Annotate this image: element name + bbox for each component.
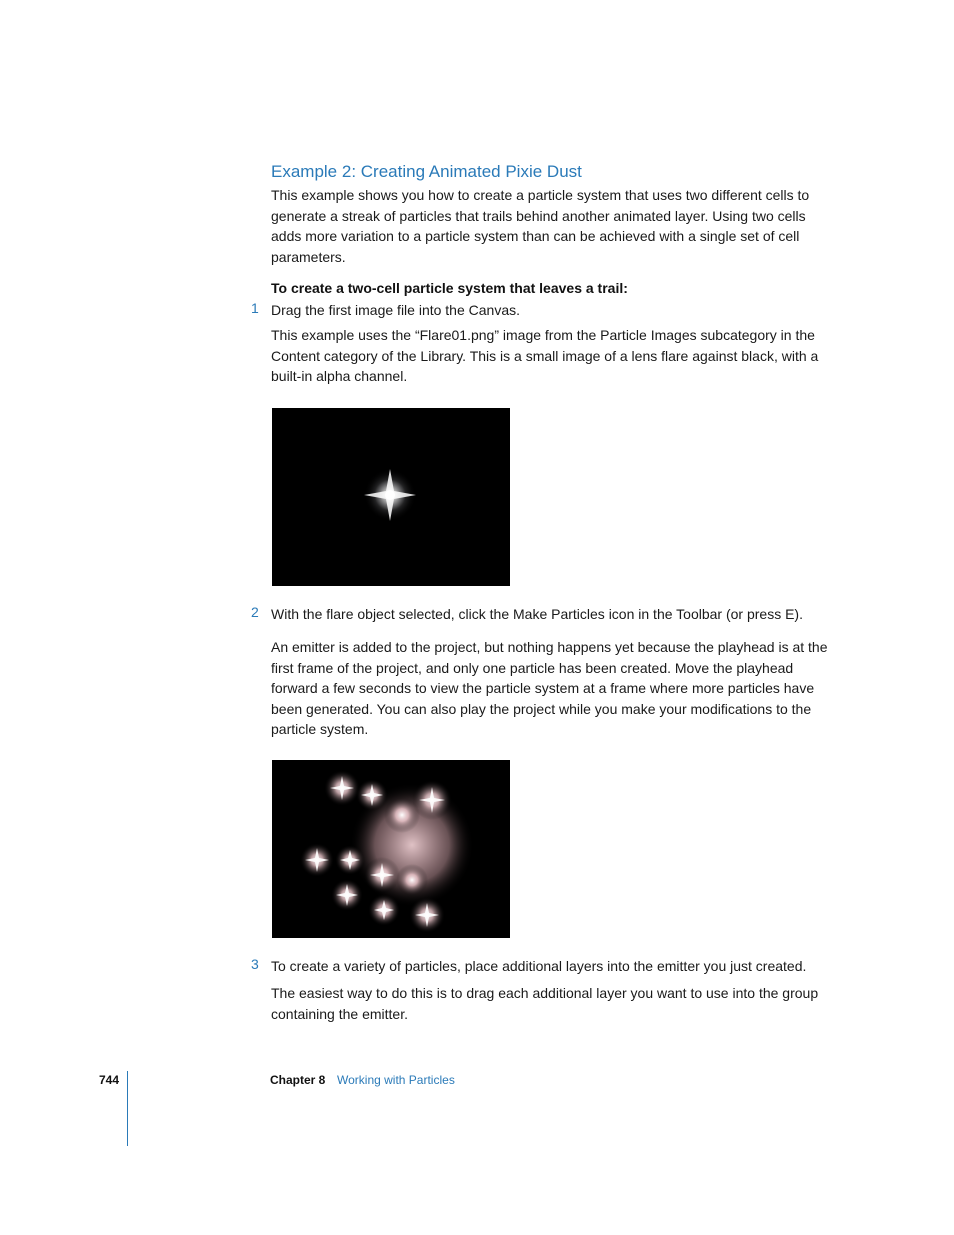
page-number: 744 <box>99 1073 120 1087</box>
footer-chapter-title: Working with Particles <box>337 1073 455 1087</box>
step-number-2: 2 <box>251 604 259 620</box>
step-detail-1: This example uses the “Flare01.png” image from the Particle Images subcategory in the Content category of the Library. This is a small image of a lens flare against black, with a built-in alpha channel. <box>271 327 819 384</box>
step-number-3: 3 <box>251 956 259 972</box>
step-text-3: To create a variety of particles, place additional layers into the emitter you just created. <box>271 958 807 974</box>
intro-paragraph: This example shows you how to create a particle system that uses two different cells to generate a streak of particles that trails behind another animated layer. Using two cells adds more variation to a particle system than can be achieved with a single set of cell parameters. <box>271 187 810 265</box>
step-text-2: With the flare object selected, click the Make Particles icon in the Toolbar (or press E). <box>271 606 803 622</box>
step-detail-2: An emitter is added to the project, but nothing happens yet because the playhead is at the first frame of the project, and only one particle has been created. Move the playhead forward a few seconds to view the particle system at a frame where more particles have been generated. You can also play the project while you make your modifications to the particle system. <box>271 639 828 737</box>
particle-system-image <box>272 760 510 938</box>
single-flare-graphic <box>272 408 510 586</box>
task-title: To create a two-cell particle system that leaves a trail: <box>271 280 628 296</box>
section-heading: Example 2: Creating Animated Pixie Dust <box>271 162 582 181</box>
particle-cloud-graphic <box>272 760 510 938</box>
step-number-1: 1 <box>251 300 259 316</box>
step-detail-3: The easiest way to do this is to drag each additional layer you want to use into the group containing the emitter. <box>271 985 819 1022</box>
footer-divider <box>127 1071 128 1146</box>
footer-chapter-label: Chapter 8 <box>270 1073 326 1087</box>
step-text-1: Drag the first image file into the Canvas. <box>271 302 521 318</box>
flare-image <box>272 408 510 586</box>
